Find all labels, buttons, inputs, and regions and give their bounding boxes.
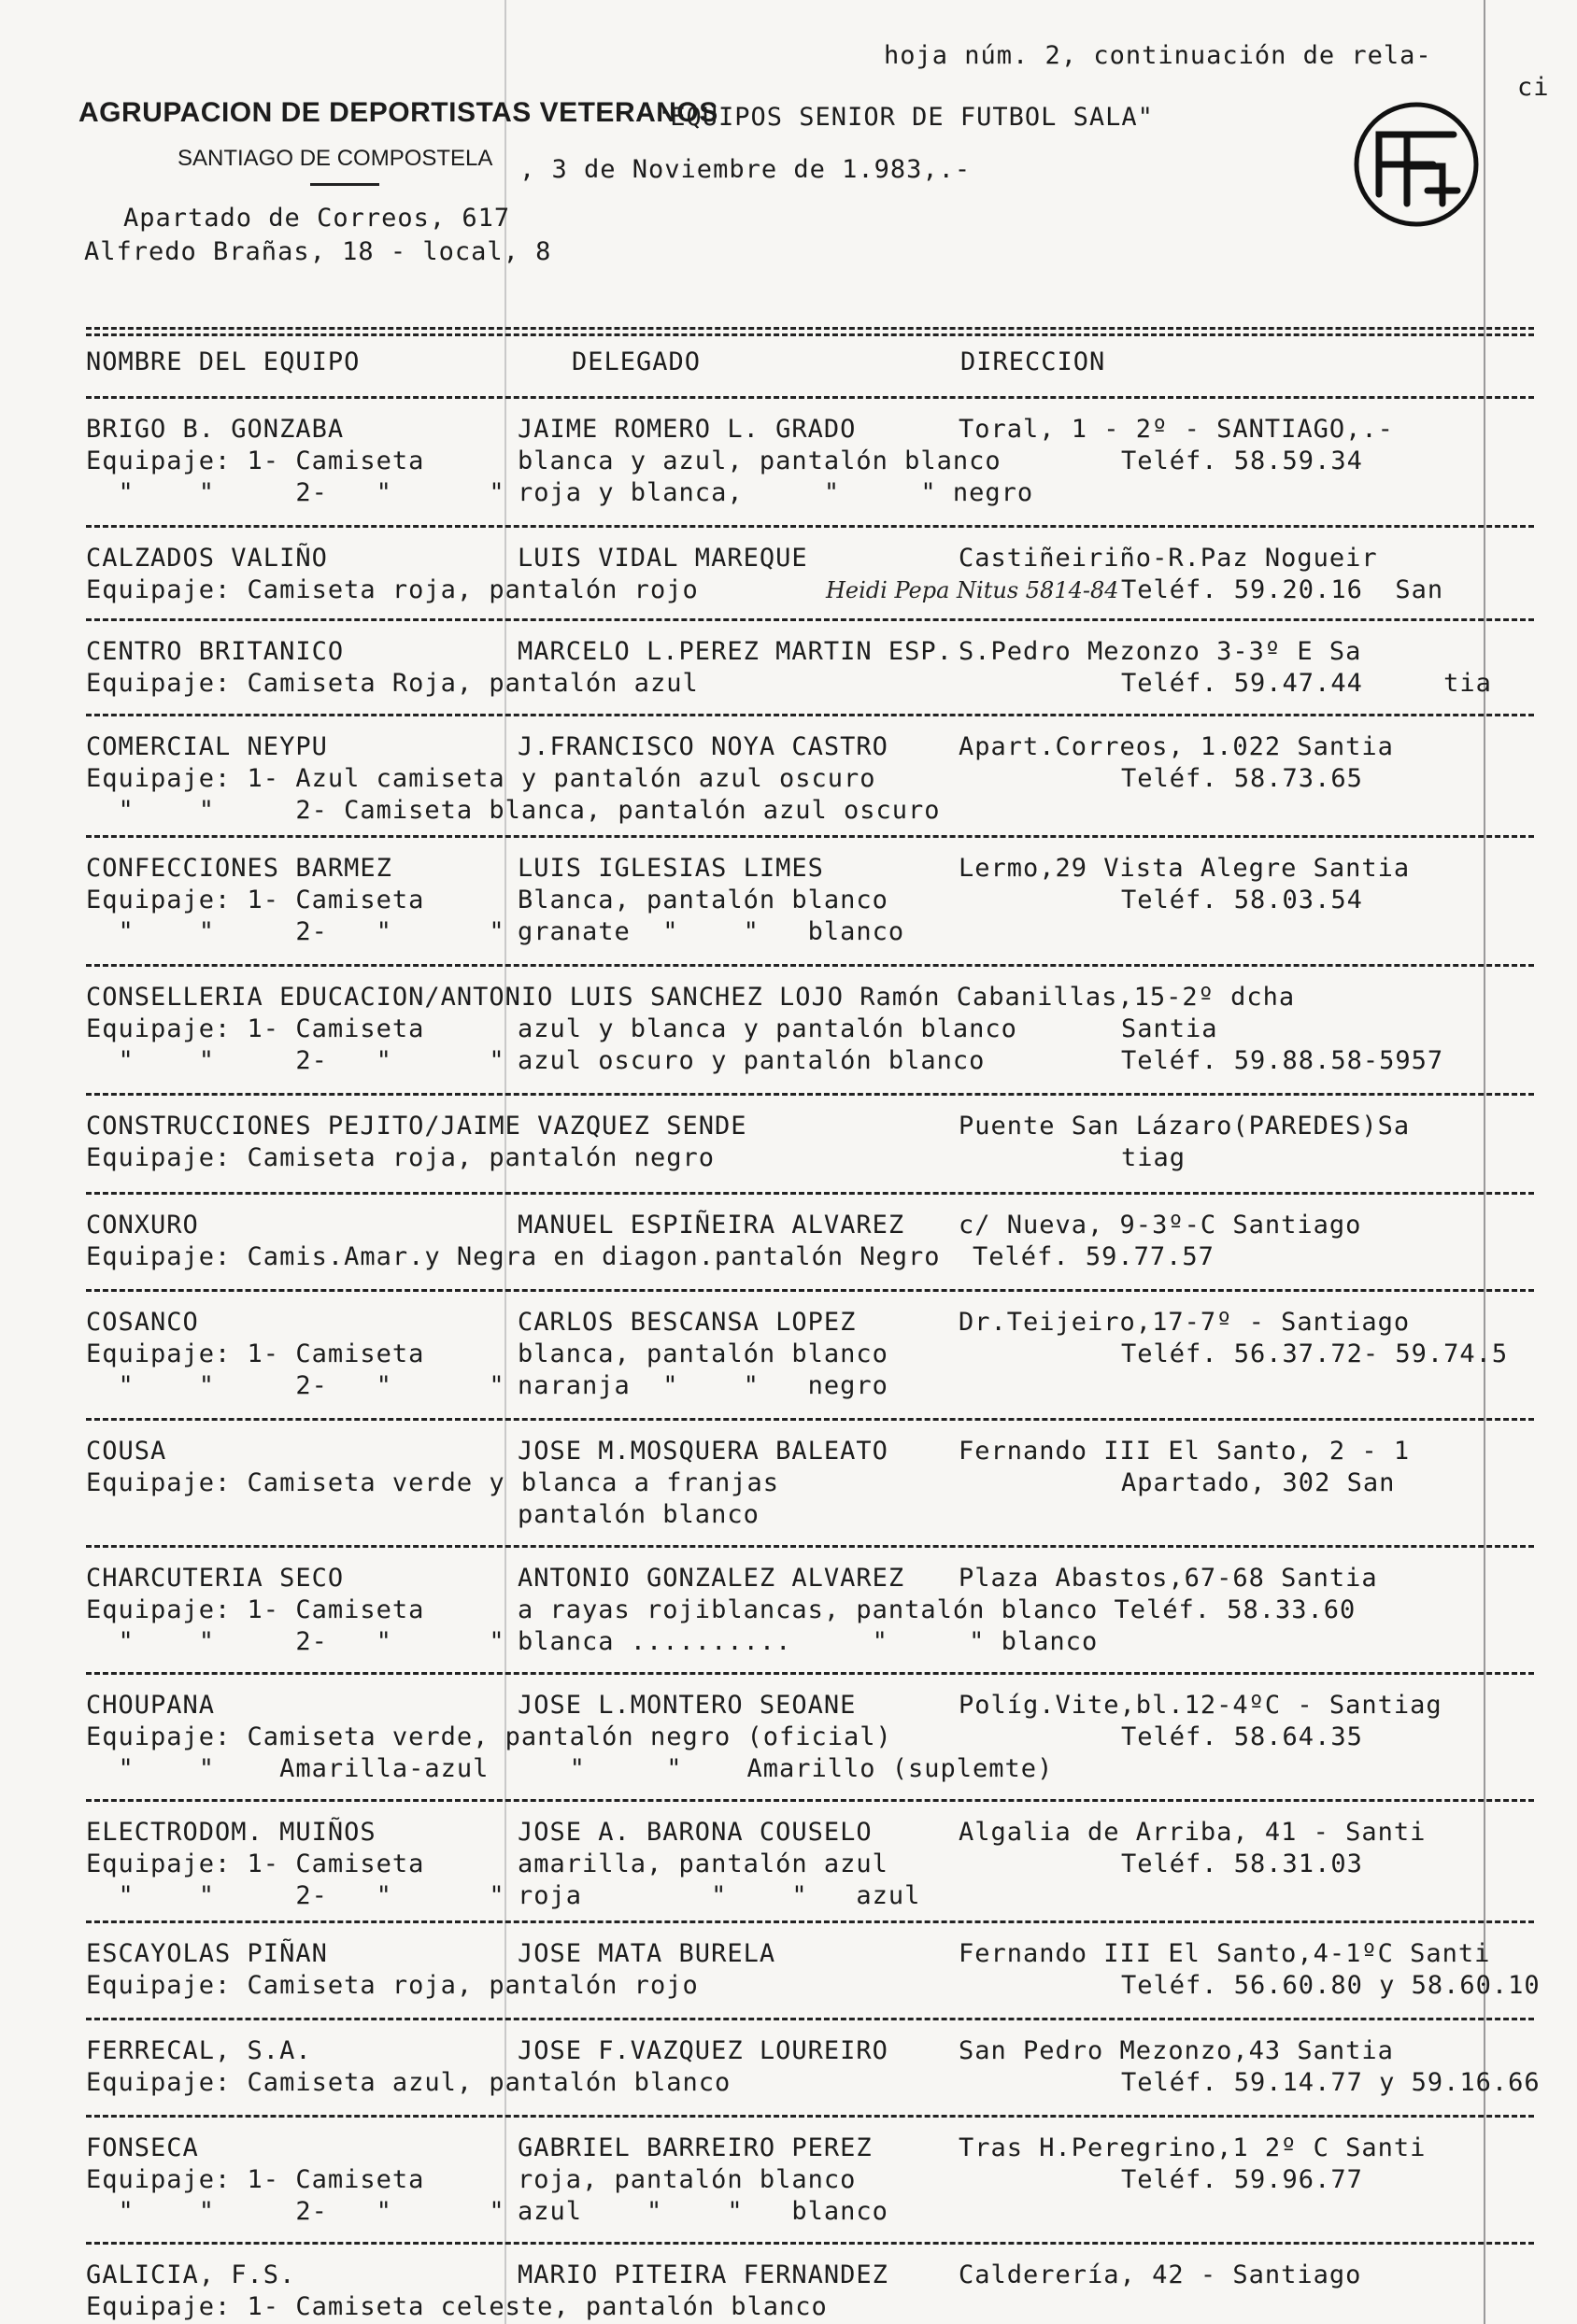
column-delegate: DELEGADO — [572, 347, 702, 376]
team-address: Tras H.Peregrino,1 2º C Santi — [959, 2133, 1427, 2162]
team-name: COMERCIAL NEYPU — [86, 732, 328, 761]
kit-detail: a rayas rojiblancas, pantalón blanco Teléf. 58.33.60 — [518, 1595, 1357, 1624]
team-name: ESCAYOLAS PIÑAN — [86, 1939, 328, 1968]
city-underline — [310, 183, 379, 186]
team-address: Puente San Lázaro(PAREDES)Sa — [959, 1112, 1411, 1141]
kit-line: Equipaje: 1- Camiseta — [86, 446, 425, 475]
team-name: CONSELLERIA EDUCACION/ANTONIO LUIS SANCHEZ LOJO Ramón Cabanillas,15-2º dcha — [86, 983, 1296, 1012]
row-separator — [86, 396, 1534, 399]
team-delegate: ANTONIO GONZALEZ ALVAREZ — [518, 1564, 905, 1593]
team-address: S.Pedro Mezonzo 3-3º E Sa — [959, 637, 1362, 666]
team-name: CHOUPANA — [86, 1691, 216, 1720]
kit-line: Equipaje: Camiseta roja, pantalón rojo — [86, 1971, 699, 2000]
team-delegate: MARIO PITEIRA FERNANDEZ — [518, 2260, 888, 2289]
team-delegate: CARLOS BESCANSA LOPEZ — [518, 1308, 857, 1337]
row-separator — [86, 2115, 1534, 2118]
team-delegate: JOSE M.MOSQUERA BALEATO — [518, 1437, 888, 1466]
team-name: CONFECCIONES BARMEZ — [86, 854, 392, 883]
team-delegate: LUIS IGLESIAS LIMES — [518, 854, 824, 883]
team-delegate: JOSE A. BARONA COUSELO — [518, 1818, 873, 1847]
header-separator — [86, 327, 1534, 336]
kit-line-alt: " " 2- " " — [86, 1881, 505, 1910]
team-address: Castiñeiriño-R.Paz Nogueir — [959, 544, 1378, 573]
team-phone: Teléf. 58.64.35 — [1121, 1722, 1363, 1751]
team-phone: Teléf. 59.20.16 San — [1121, 575, 1444, 604]
row-separator — [86, 1799, 1534, 1802]
team-phone: Teléf. 58.03.54 — [1121, 886, 1363, 914]
row-separator — [86, 1192, 1534, 1195]
team-name: CHARCUTERIA SECO — [86, 1564, 345, 1593]
team-name: CONXURO — [86, 1211, 199, 1240]
team-delegate: JOSE F.VAZQUEZ LOUREIRO — [518, 2036, 888, 2065]
team-address: Calderería, 42 - Santiago — [959, 2260, 1362, 2289]
kit-line: Equipaje: Camiseta azul, pantalón blanco — [86, 2068, 732, 2097]
row-separator — [86, 2242, 1534, 2245]
row-separator — [86, 1289, 1534, 1292]
kit-line: Equipaje: 1- Azul camiseta y pantalón azul oscuro — [86, 764, 876, 793]
kit-detail-alt: roja y blanca, " " negro — [518, 478, 1034, 507]
team-phone: Apartado, 302 San — [1121, 1468, 1396, 1497]
column-address: DIRECCION — [960, 347, 1106, 376]
team-name: CENTRO BRITANICO — [86, 637, 345, 666]
city-name: SANTIAGO DE COMPOSTELA — [178, 146, 493, 171]
kit-line-alt: " " Amarilla-azul " " Amarillo (suplemte) — [86, 1754, 1054, 1783]
team-phone-alt: Teléf. 59.88.58-5957 — [1121, 1046, 1444, 1075]
team-name: ELECTRODOM. MUIÑOS — [86, 1818, 376, 1847]
kit-line-alt: " " 2- " " — [86, 1371, 505, 1400]
sheet-note-continued: ci — [1517, 73, 1550, 102]
kit-detail-alt: azul oscuro y pantalón blanco — [518, 1046, 986, 1075]
row-separator — [86, 835, 1534, 838]
team-phone: Teléf. 59.14.77 y 59.16.66 — [1121, 2068, 1541, 2097]
team-address: Algalia de Arriba, 41 - Santi — [959, 1818, 1427, 1847]
kit-line: Equipaje: Camiseta Roja, pantalón azul — [86, 669, 699, 698]
sheet-note: hoja núm. 2, continuación de rela- — [884, 41, 1432, 70]
team-name: COUSA — [86, 1437, 167, 1466]
team-delegate: GABRIEL BARREIRO PEREZ — [518, 2133, 873, 2162]
kit-detail: azul y blanca y pantalón blanco — [518, 1014, 1017, 1043]
kit-line: Equipaje: Camis.Amar.y Negra en diagon.pantalón Negro Teléf. 59.77.57 — [86, 1242, 1215, 1271]
row-separator — [86, 714, 1534, 716]
kit-line: Equipaje: 1- Camiseta — [86, 1014, 425, 1043]
row-separator — [86, 1093, 1534, 1096]
team-phone: Santia — [1121, 1014, 1218, 1043]
kit-line: Equipaje: 1- Camiseta — [86, 1849, 425, 1878]
team-delegate: JAIME ROMERO L. GRADO — [518, 415, 857, 444]
row-separator — [86, 1545, 1534, 1548]
kit-line: Equipaje: 1- Camiseta — [86, 2165, 425, 2194]
team-name: FONSECA — [86, 2133, 199, 2162]
team-address: Dr.Teijeiro,17-7º - Santiago — [959, 1308, 1411, 1337]
kit-detail: blanca y azul, pantalón blanco — [518, 446, 1002, 475]
team-delegate: MANUEL ESPIÑEIRA ALVAREZ — [518, 1211, 905, 1240]
kit-line: Equipaje: Camiseta roja, pantalón rojo — [86, 575, 699, 604]
kit-detail: Blanca, pantalón blanco — [518, 886, 888, 914]
kit-line-alt: " " 2- Camiseta blanca, pantalón azul oscuro — [86, 796, 941, 825]
kit-detail: roja, pantalón blanco — [518, 2165, 857, 2194]
kit-detail: blanca, pantalón blanco — [518, 1339, 888, 1368]
kit-detail-alt: pantalón blanco — [518, 1500, 760, 1529]
kit-detail: amarilla, pantalón azul — [518, 1849, 888, 1878]
team-name: GALICIA, F.S. — [86, 2260, 296, 2289]
row-separator — [86, 1920, 1534, 1923]
team-address: Toral, 1 - 2º - SANTIAGO,.- — [959, 415, 1394, 444]
organization-name: AGRUPACION DE DEPORTISTAS VETERANOS — [78, 97, 718, 128]
team-name: CONSTRUCCIONES PEJITO/JAIME VAZQUEZ SENDE — [86, 1112, 747, 1141]
document-date: , 3 de Noviembre de 1.983,.- — [519, 155, 972, 184]
team-address: Plaza Abastos,67-68 Santia — [959, 1564, 1378, 1593]
kit-detail-alt: blanca .......... " " blanco — [518, 1627, 1099, 1656]
kit-line: Equipaje: 1- Camiseta — [86, 886, 425, 914]
team-address: Fernando III El Santo,4-1ºC Santi — [959, 1939, 1491, 1968]
po-box: Apartado de Correos, 617 — [123, 204, 511, 233]
kit-line-alt: " " 2- " " — [86, 478, 505, 507]
team-address: Lermo,29 Vista Alegre Santia — [959, 854, 1411, 883]
kit-line-alt: " " 2- " " — [86, 1627, 505, 1656]
team-delegate: LUIS VIDAL MAREQUE — [518, 544, 808, 573]
document-title: "EQUIPOS SENIOR DE FUTBOL SALA" — [654, 103, 1154, 132]
team-name: BRIGO B. GONZABA — [86, 415, 345, 444]
handwritten-note: Heidi Pepa Nitus 5814-84 — [826, 577, 1119, 603]
column-team: NOMBRE DEL EQUIPO — [86, 347, 361, 376]
team-phone: Teléf. 58.59.34 — [1121, 446, 1363, 475]
team-address: Políg.Vite,bl.12-4ºC - Santiag — [959, 1691, 1442, 1720]
kit-line: Equipaje: Camiseta verde, pantalón negro (oficial) — [86, 1722, 892, 1751]
team-delegate: MARCELO L.PEREZ MARTIN ESP. — [518, 637, 953, 666]
team-address: San Pedro Mezonzo,43 Santia — [959, 2036, 1394, 2065]
kit-detail-alt: naranja " " negro — [518, 1371, 888, 1400]
row-separator — [86, 618, 1534, 621]
team-delegate: JOSE MATA BURELA — [518, 1939, 776, 1968]
team-name: CALZADOS VALIÑO — [86, 544, 328, 573]
kit-detail-alt: granate " " blanco — [518, 917, 905, 946]
team-phone: Teléf. 56.60.80 y 58.60.10 — [1121, 1971, 1541, 2000]
kit-line: Equipaje: Camiseta verde y blanca a franjas — [86, 1468, 779, 1497]
team-phone: tiag — [1121, 1143, 1186, 1172]
team-phone: Teléf. 59.96.77 — [1121, 2165, 1363, 2194]
kit-detail-alt: azul " " blanco — [518, 2197, 888, 2226]
kit-line-alt: " " 2- " " — [86, 917, 505, 946]
row-separator — [86, 1672, 1534, 1675]
team-address: Apart.Correos, 1.022 Santia — [959, 732, 1394, 761]
organization-logo — [1353, 101, 1480, 228]
team-address: Fernando III El Santo, 2 - 1 — [959, 1437, 1411, 1466]
team-phone: Teléf. 58.31.03 — [1121, 1849, 1363, 1878]
row-separator — [86, 964, 1534, 967]
team-name: COSANCO — [86, 1308, 199, 1337]
team-delegate: JOSE L.MONTERO SEOANE — [518, 1691, 857, 1720]
row-separator — [86, 2018, 1534, 2020]
kit-line-alt: " " 2- " " — [86, 1046, 505, 1075]
kit-line: Equipaje: 1- Camiseta — [86, 1595, 425, 1624]
team-phone: Teléf. 59.47.44 tia — [1121, 669, 1492, 698]
street-address: Alfredo Brañas, 18 - local, 8 — [84, 237, 552, 266]
row-separator — [86, 1418, 1534, 1421]
team-phone: Teléf. 58.73.65 — [1121, 764, 1363, 793]
team-name: FERRECAL, S.A. — [86, 2036, 312, 2065]
kit-line: Equipaje: 1- Camiseta celeste, pantalón blanco — [86, 2292, 828, 2321]
kit-detail-alt: roja " " azul — [518, 1881, 921, 1910]
team-phone: Teléf. 56.37.72- 59.74.5 — [1121, 1339, 1509, 1368]
kit-line-alt: " " 2- " " — [86, 2197, 505, 2226]
kit-line: Equipaje: Camiseta roja, pantalón negro — [86, 1143, 715, 1172]
kit-line: Equipaje: 1- Camiseta — [86, 1339, 425, 1368]
team-address: c/ Nueva, 9-3º-C Santiago — [959, 1211, 1362, 1240]
row-separator — [86, 525, 1534, 528]
team-delegate: J.FRANCISCO NOYA CASTRO — [518, 732, 888, 761]
